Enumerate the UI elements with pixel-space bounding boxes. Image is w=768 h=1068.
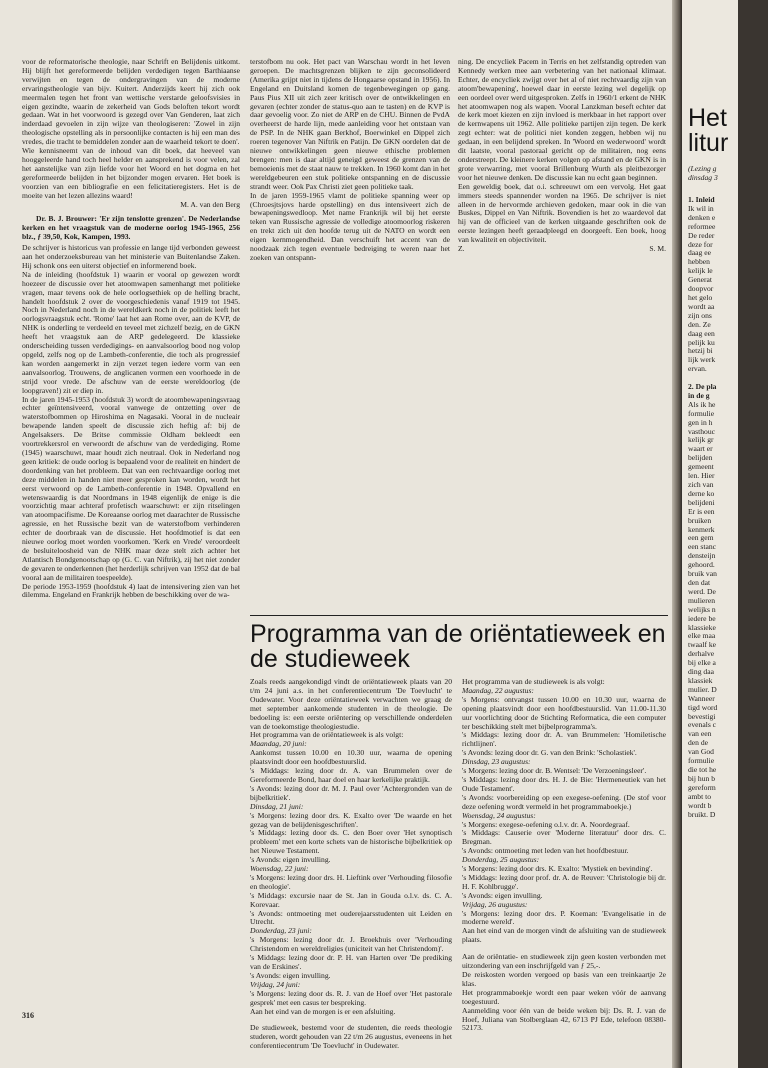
next-article-line: klassieke bbox=[688, 622, 716, 632]
next-article-line: kenmerk bbox=[688, 524, 715, 534]
next-article-line: bruik van bbox=[688, 569, 717, 579]
next-article-line: elke maa bbox=[688, 631, 716, 641]
next-article-line: bevestigi bbox=[688, 711, 716, 721]
next-article-line: kelijk le bbox=[688, 266, 713, 276]
review-heading: Dr. B. J. Brouwer: 'Er zijn tenslotte grenzen'. De Nederlandse kerken en het vraagstuk van de moderne oorlog 1945-1965, 256 blz., ƒ 39,50, Kok, Kampen, 1993. bbox=[22, 214, 240, 242]
next-article-line: ding daa bbox=[688, 667, 714, 677]
next-title-line: litur bbox=[688, 129, 729, 157]
signature-initial: Z. bbox=[458, 244, 465, 254]
next-article-line: Als ik he bbox=[688, 399, 716, 409]
text-column-1 bbox=[22, 58, 240, 1013]
next-article-line: reformee bbox=[688, 221, 716, 231]
next-article-line: vasthouc bbox=[688, 426, 715, 436]
paragraph: Een geweldig boek, dat o.i. schreeuwt om een vervolg. Het gaat immers steeds spannender worden na 1965. De schrijver is niet alleen in de hervormde archieven gedoken, maar ook in die van Buskes, Dippel en Van Niftrik. Bovendien is het zo waardevol dat hij van de officieel van de kerken uitgaande geschriften ook de eerste lezingen heeft geraadpleegd en doorgeeft. Een boek, hoog van kwaliteit en objectiviteit. bbox=[458, 181, 666, 245]
next-article-line: Er is een bbox=[688, 506, 715, 516]
programme-item: 's Middags: excursie naar de St. Jan in Gouda o.l.v. ds. C. A. Korevaar. bbox=[250, 890, 452, 909]
next-article-line: een gem bbox=[688, 533, 714, 543]
programme-item: 's Avonds: eigen invulling. bbox=[250, 970, 331, 980]
programme-day: Donderdag, 23 juni: bbox=[250, 926, 312, 936]
programme-item: 's Avonds: lezing door dr. M. J. Paul over 'Achtergronden van de bijbelkritiek'. bbox=[250, 783, 452, 802]
programme-item: 's Morgens: lezing door drs. K. Exalto: 'Mystiek en bevinding'. bbox=[462, 864, 653, 874]
paragraph: voor de reformatorische theologie, naar Schrift en Belijdenis uitkomt. Hij blijft het gereformeerde belijden verdedigen tegen Barthiaanse verwijten en tegen de ondergravingen van de moderne ervaringstheologie van bijv. Kuitert. Anderzijds keert hij zich ook meermalen tegen het front van wettische verstarde geloofsvisies in eigen gezindte, waarin de zekerheid van Gods beloften tekort wordt gedaan. Wat in het voorwoord is gezegd over Van Genderen, laat zich inderdaad gevoelen in zijn wijze van theologiseren: 'Zowel in zijn theologische opstelling als in persoonlijke contacten is hij een man des vredes, die tracht te bemiddelen zonder aan de waarheid tekort te doen'. bbox=[22, 57, 240, 147]
text-column-3 bbox=[458, 58, 666, 608]
next-article-line: iedere be bbox=[688, 613, 716, 623]
next-article-line: van God bbox=[688, 747, 714, 757]
programme-item: Het programma van de oriëntatieweek is als volgt: bbox=[250, 730, 404, 740]
programme-day: Woensdag, 22 juni: bbox=[250, 864, 309, 874]
next-article-line: derhalve bbox=[688, 649, 715, 659]
next-article-line: evenals c bbox=[688, 720, 717, 730]
next-article-line: derne ko bbox=[688, 488, 715, 498]
programme-item: 's Avonds: ontmoeting met leden van het hoofdbestuur. bbox=[462, 846, 629, 856]
programme-item: 's Morgens: lezing door drs. H. Lieftink over 'Verhouding filosofie en theologie'. bbox=[250, 872, 452, 891]
programme-item: 's Middags: Causerie over 'Moderne literatuur' door drs. C. Bregman. bbox=[462, 828, 666, 847]
next-article-text bbox=[688, 196, 768, 819]
next-article-line: denken e bbox=[688, 212, 716, 222]
programme-item: 's Middags: lezing door drs. H. J. de Bie: 'Hermeneutiek van het Oude Testament'. bbox=[462, 774, 666, 793]
next-article-line: gen in h bbox=[688, 417, 713, 427]
programme-item: 's Morgens: exegese-oefening o.l.v. dr. A. Noordegraaf. bbox=[462, 819, 630, 829]
next-article-subtitle bbox=[688, 165, 718, 183]
programme-day: Vrijdag, 24 juni: bbox=[250, 979, 301, 989]
section-divider bbox=[250, 615, 668, 616]
next-article-line: bij hun b bbox=[688, 773, 716, 783]
paragraph: De schrijver is historicus van professie en lange tijd verbonden geweest aan het onderzoeksbureau van het ministerie van Buitenlandse Zaken. Hij schonk ons een uiterst objectief en informerend boek. bbox=[22, 243, 240, 270]
programme-item: 's Morgens: lezing door drs. P. Koeman: 'Evangelisatie in de moderne wereld'. bbox=[462, 908, 666, 927]
subtitle-line: dinsdag 3 bbox=[688, 172, 718, 182]
programme-item: Aan het eind van de morgen vindt de afsluiting van de studieweek plaats. bbox=[462, 926, 666, 945]
next-article-line: welijks n bbox=[688, 604, 716, 614]
programme-column-left bbox=[250, 677, 452, 1051]
programme-day: Maandag, 20 juni: bbox=[250, 739, 307, 749]
next-article-line: 2. De pla bbox=[688, 382, 717, 392]
next-article-line: daag ee bbox=[688, 248, 711, 258]
programme-item: 's Avonds: voorbereiding op een exegese-oefening. (De stof voor deze oefening wordt vermeld in het programmaboekje.) bbox=[462, 792, 666, 811]
programme-item: 's Middags: lezing door dr. A. van Brummelen: 'Homiletische richtlijnen'. bbox=[462, 730, 666, 749]
next-article-line: lijk werk bbox=[688, 355, 716, 365]
programme-day: Vrijdag, 26 augustus: bbox=[462, 899, 528, 909]
programme-day: Woensdag, 24 augustus: bbox=[462, 810, 536, 820]
next-article-line: bij elke a bbox=[688, 658, 716, 668]
programme-item: 's Morgens: lezing door dr. J. Broekhuis over 'Verhouding Christendom en wereldreligies (uniciteit van het Christendom)'. bbox=[250, 935, 452, 954]
programme-item: Het programma van de studieweek is als volgt: bbox=[462, 677, 605, 686]
programme-item: Zoals reeds aangekondigd vindt de oriëntatieweek plaats van 20 t/m 24 juni a.s. in het conferentiecentrum 'De Toevlucht' te Oudewater. Voor deze oriëntatieweek verwachten we graag de met september aankomende studenten in de theologie. De bedoeling is: een eerste oriëntering op verschillende onderdelen van de toekomstige theologiestudie. bbox=[250, 677, 452, 731]
next-article-line: twaalf ke bbox=[688, 640, 717, 650]
programme-item: 's Middags: lezing door ds. C. den Boer over 'Het synoptisch probleem' met een korte schets van de historische bijbelkritiek op het Nieuwe Testament. bbox=[250, 828, 452, 856]
programme-item: 's Avonds: ontmoeting met ouderejaarsstudenten uit Leiden en Utrecht. bbox=[250, 908, 452, 927]
programme-item: 's Avonds: lezing door dr. G. van den Brink: 'Scholastiek'. bbox=[462, 748, 637, 758]
programme-item: Aanmelding voor één van de beide weken bij: Ds. R. J. van de Hoef, Juliana van Stolberglaan 42, 6713 PJ Ede, telefoon 08380-52173. bbox=[462, 1005, 666, 1033]
next-article-line: het gelo bbox=[688, 292, 713, 302]
paragraph: Na de inleiding (hoofdstuk 1) waarin er vooral op gewezen wordt hoezeer de discussie over het atoomwapen samenhangt met politieke vragen, maar tevens ook de hele oorlogsethiek op de helling bracht, handelt hoofdstuk 2 over de voorgeschiedenis vanaf 1919 tot 1945. Noch in Nederland noch in de wereldkerk noch in de politiek leeft het oorlogsvraagstuk echt. 'Rome' laat het aan Rome over, aan de KVP, de NHK is onderling te verdeeld en teveel met zichzelf bezig, en de GKN heeft het vraagstuk aan de ARP gedelegeerd. De klassieke onderscheiding tussen verdedigings- en aanvalsoorlog bood nog volop opgeld, zelfs nog op de Lambeth-conferentie, die toch als progressief kan worden aangemerkt in zijn verzet tegen iedere vorm van een aanvalsoorlog. Trouwens, de anglicanen vormen een voorhoede in de strijd voor vrede. De afschuw van de eerste wereldoorlog (de loopgraven!) zit er diep in. bbox=[22, 269, 240, 395]
next-article-line: den dat bbox=[688, 577, 711, 587]
programme-item: De studieweek, bestemd voor de studenten, die reeds theologie studeren, wordt gehouden van 22 t/m 26 augustus, eveneens in het conferentiecentrum 'De Toevlucht' in Oudewater. bbox=[250, 1023, 452, 1051]
programme-day: Dinsdag, 21 juni: bbox=[250, 801, 304, 811]
programme-item: 's Avonds: eigen invulling. bbox=[250, 855, 331, 865]
next-article-line: gehoord. bbox=[688, 560, 715, 570]
next-title-line: Het bbox=[688, 104, 727, 132]
paragraph: In de jaren 1945-1953 (hoofdstuk 3) wordt de atoombewapeningsvraag echter geïntensiveerd, vooral vanwege de ontzetting over de waterstofbommen op Hiroshima en Nagasaki. Vooral in de nucleair bewapende landen speelt de discussie zich heftig af: bij de Angelsaksers. De Britse commissie Oldham bekleedt een voortrekkersrol en verwoordt de afschuw van de verdediging. Rome (1945) waarschuwt, maar houdt zich neutraal. Ook in Nederland nog geen kritiek: de oude oorlog is bepaalend voor de realiteit en hindert de doordenking van het probleem. Dat van een rechtvaardige oorlog met deze middelen in handen niet meer gesproken kan worden, wordt het eerst verwoord op de Lambeth-conferentie in 1948. Opvallend en wetenswaardig is dat Noordmans in 1948 eigenlijk de enige is die voorzichtig maar achteraf profetisch waarschuwt: er zijn ritselingen van atoompacifisme. De Koreaanse oorlog met daarachter de Russische agressie, en het Russische bezit van de waterstofbom verhinderen echter de doorbraak van de discussie. Het hoofdmotief is dat een nieuwe oorlog moet worden voorkomen. 'Kerk en Vrede' veroordeelt de besluiteloosheid van de NHK maar deze stelt zich achter het Atlantisch Bondgenootschap op (G. C. van Niftrik), zij het niet zonder de gevaren te onderkennen (het herderlijk schrijven van 1952 dat de bal vooral aan de militairen toespeelde). bbox=[22, 394, 240, 582]
book-spine bbox=[672, 0, 682, 1068]
next-article-line: gemeent bbox=[688, 462, 714, 472]
programme-item: Aankomst tussen 10.00 en 10.30 uur, waarna de opening plaatsvindt door een hoofdbestuurslid. bbox=[250, 748, 452, 767]
next-article-line: Ik wil in bbox=[688, 203, 714, 213]
programme-column-right bbox=[462, 677, 666, 1033]
next-article-line: werd. De bbox=[688, 586, 716, 596]
next-article-line: pelijk ku bbox=[688, 337, 715, 347]
programme-item: Aan de oriëntatie- en studieweek zijn geen kosten verbonden met uitzondering van een inschrijfgeld van ƒ 25,-. bbox=[462, 952, 666, 971]
next-article-line: bruiken bbox=[688, 515, 712, 525]
next-article-title bbox=[688, 106, 728, 156]
programme-item: Aan het eind van de morgen is er een afsluiting. bbox=[250, 1006, 396, 1016]
signature-initials: S. M. bbox=[649, 244, 666, 254]
next-article-line: zich van bbox=[688, 480, 714, 489]
paragraph: Wie kennisneemt van de inhoud van dit boek, dat heeveel van hooggeleerde hand toch heel helder en aansprekend is voor velen, zal het aanstelijke van zijn liefde voor het Woord en het dogma en het gereformeerde belijden in het bijzonder mogen ervaren. Het boek is voorzien van een bibliografie en een felicitatieregisters. Het is de moeite van het lezen allezins waard! bbox=[22, 146, 240, 200]
next-article-line: waart er bbox=[688, 444, 713, 454]
next-article-line: gereform bbox=[688, 782, 716, 792]
next-article-line: doopvor bbox=[688, 284, 714, 294]
programme-day: Donderdag, 25 augustus: bbox=[462, 855, 540, 865]
next-article-line: tigd word bbox=[688, 702, 718, 712]
next-article-line: belijden bbox=[688, 453, 713, 463]
next-article-line: formulie bbox=[688, 408, 715, 418]
paragraph: In de jaren 1959-1965 vlamt de politieke spanning weer op (Chroesjtsjovs harde opstelling) en dus intensiveert zich de bewapeningswedloop. Met name Frankrijk wil bij het eerste teken van Russische agressie de volledige atoomoorlog riskeren en trekt zich uit den hoofde terug uit de NATO en wordt een eigen kernmogendheid. Dan verschuift het accent van de noodzaak zich tegen eventuele bedreiging te weren naar het zoeken van ontspann- bbox=[250, 190, 450, 262]
next-article-line: mulieren bbox=[688, 595, 715, 605]
review-signature-row bbox=[458, 245, 666, 254]
magazine-page-right bbox=[682, 0, 738, 1068]
text-column-2 bbox=[250, 58, 450, 608]
programme-item: De reiskosten worden vergoed op basis van een treinkaartje 2e klas. bbox=[462, 970, 666, 988]
next-article-line: in de g bbox=[688, 390, 710, 400]
next-article-line: wordt b bbox=[688, 800, 712, 810]
page-number: 316 bbox=[22, 1011, 34, 1020]
programme-item: 's Middags: lezing door prof. dr. A. de Reuver: 'Christologie bij dr. H. F. Kohlbrugge'. bbox=[462, 872, 666, 891]
article-title: Programma van de oriëntatieweek en de studieweek bbox=[250, 620, 666, 673]
next-article-line: van een bbox=[688, 729, 712, 739]
next-article-line: kelijk gr bbox=[688, 435, 714, 445]
next-article-line: mulier. D bbox=[688, 684, 717, 694]
next-article-line: hetzij bi bbox=[688, 346, 713, 356]
next-article-line: wordt aa bbox=[688, 301, 715, 311]
next-article-line: Wanneer bbox=[688, 693, 715, 703]
next-article-line: den. Ze bbox=[688, 319, 711, 329]
next-article-line: den de bbox=[688, 738, 709, 748]
programme-item: 's Morgens: lezing door dr. B. Wentsel: 'De Verzoeningsleer'. bbox=[462, 766, 647, 776]
programme-item: 's Morgens: lezing door drs. K. Exalto over 'De waarde en het gezag van de belijdenisgeschriften'. bbox=[250, 810, 452, 829]
next-article-line: belijdeni bbox=[688, 497, 715, 507]
next-article-line: bruikt. D bbox=[688, 809, 716, 819]
next-article-line: formulie bbox=[688, 756, 715, 766]
next-article-line: len. Hier bbox=[688, 471, 715, 481]
programme-item: 's Avonds: eigen invulling. bbox=[462, 890, 543, 900]
programme-item: 's Morgens: ontvangst tussen 10.00 en 10.30 uur, waarna de opening plaatsvindt door een hoofdbestuurslid. Van 11.00-11.30 uur voorlichting door de Stichting Reformatica, die een computer ter beschikking stelt met bijbelprogramma's. bbox=[462, 694, 666, 731]
next-article-line: densteijn bbox=[688, 551, 716, 561]
next-article-line: hebben bbox=[688, 257, 710, 267]
programme-day: Dinsdag, 23 augustus: bbox=[462, 757, 531, 767]
next-article-line: deze for bbox=[688, 239, 713, 249]
next-article-line: 1. Inleid bbox=[688, 195, 715, 204]
next-article-line: die tot he bbox=[688, 765, 717, 774]
next-article-line: daag een bbox=[688, 328, 715, 338]
programme-item: 's Morgens: lezing door ds. R. J. van de Hoef over 'Het pastorale gesprek' met een casus ter bespreking. bbox=[250, 988, 452, 1007]
programme-item: 's Middags: lezing door dr. A. van Brummelen over de Gereformeerde Bond, haar doel en haar kerkelijke praktijk. bbox=[250, 766, 452, 784]
programme-item: Het programmaboekje wordt een paar weken vóór de aanvang toegestuurd. bbox=[462, 987, 666, 1006]
paragraph: ning. De encycliek Pacem in Terris en het zelfstandig optreden van Kennedy werken mee aan verbetering van het nationaal klimaat. Echter, de encycliek zwijgt over het al of niet rechtvaardig zijn van atoom'bewapening', hoewel daar in eerste lezing wel degelijk op een oordeel over werd uitgesproken. Zelfs in 1960/1 erkent de NHK het atoomwapen nog als wapen. Vooral Lanzkman beseft echter dat de kerk moet kiezen en zijn invloed is merkbaar in het rapport over de kernwapens uit 1962. Alle politieke partijen zijn tegen. De kerk zegt echter: wat de politici niet konden zeggen, hebben wij nu gedaan, in een belijdend spreken. In 'Woord en wederwoord' wordt dit laatste, vooral pastoraal gericht op de militairen, nog eens onderstreept. De kleinere kerken volgen op afstand en de GKN is in grote verwarring, met vooral Brillenburg Wurth als pleitbezorger voor het nieuwe denken. De discussie kan nu echt gaan beginnen. bbox=[458, 57, 666, 182]
paragraph: De periode 1953-1959 (hoofdstuk 4) laat de intensivering zien van het dilemma. Engeland en Frankrijk hebben de beschikking over de wa- bbox=[22, 581, 240, 600]
next-article-line: klassiek bbox=[688, 675, 713, 685]
paragraph: terstofbom nu ook. Het pact van Warschau wordt in het leven geroepen. De machtsgrenzen blijken te zijn geconsolideerd (Amerika grijpt niet in tijdens de Hongaarse opstand in 1956). In Engeland en Duitsland komen de tegenbewegingen op gang. Paus Pius XII uit zich zeer kritisch over de ontwikkelingen en gevaren (echter zonder de status-quo aan te tasten) en de KVP is daar gevoelig voor. Zo niet de ARP en de CHU. Binnen de PvdA overheerst de harde lijn, mede aanleiding voor het ontstaan van de PSP. In de NHK gaan Berkhof, Boerwinkel en Dippel zich roeren tegenover Van Niftrik en Patijn. De GKN oordelen dat de nieuwe ontwikkelingen geen nieuwe ethische problemen brengen: men is daar altijd geneigd geweest de grenzen van de bemoeienis met de staat nauw te trekken. In 1960 komt dan in het wereldgebeuren een stuk politieke ontspanning en de discussie strandt weer. Ook Pax Christi ziet geen politieke taak. bbox=[250, 57, 450, 191]
next-article-line: De reder bbox=[688, 230, 715, 240]
programme-item: 's Middags: lezing door dr. P. H. van Harten over 'De prediking van de Erskines'. bbox=[250, 953, 452, 971]
review-signature: M. A. van den Berg bbox=[180, 199, 240, 209]
next-article-line: ambt to bbox=[688, 791, 711, 801]
next-article-line: ervan. bbox=[688, 364, 707, 374]
programme-day: Maandag, 22 augustus: bbox=[462, 685, 534, 695]
subtitle-line: (Lezing g bbox=[688, 164, 717, 173]
next-article-line: Generat bbox=[688, 275, 713, 285]
next-article-line: zijn ons bbox=[688, 310, 712, 320]
next-article-line: een stanc bbox=[688, 542, 717, 552]
